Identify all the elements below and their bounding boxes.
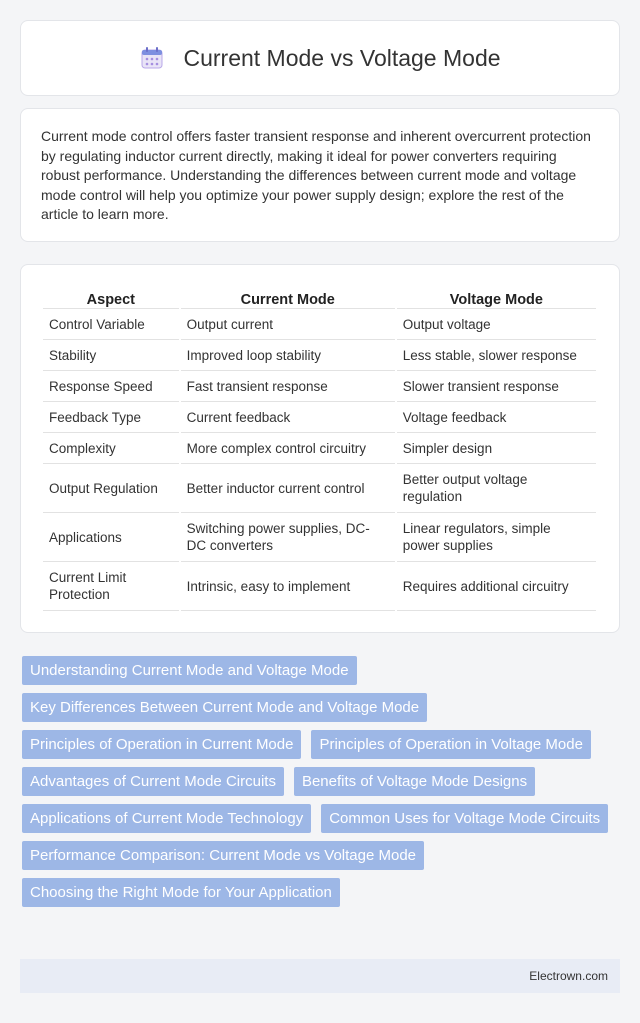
title-wrap xyxy=(139,45,500,72)
table-cell: Slower transient response xyxy=(397,371,596,402)
table-row xyxy=(43,340,596,371)
link-principles-current[interactable]: Principles of Operation in Current Mode xyxy=(22,730,301,759)
intro-card xyxy=(20,108,620,242)
link-common-uses-voltage[interactable]: Common Uses for Voltage Mode Circuits xyxy=(321,804,608,833)
table-cell: Switching power supplies, DC-DC converters xyxy=(181,513,395,562)
table-row xyxy=(43,309,596,340)
table-row xyxy=(43,433,596,464)
table-row xyxy=(43,402,596,433)
table-cell: Better inductor current control xyxy=(181,464,395,513)
link-understanding[interactable]: Understanding Current Mode and Voltage Mode xyxy=(22,656,357,685)
table-cell: Better output voltage regulation xyxy=(397,464,596,513)
page-title: Current Mode vs Voltage Mode xyxy=(183,44,501,71)
table-card xyxy=(20,264,620,633)
table-cell: Response Speed xyxy=(43,371,179,402)
table-header: Voltage Mode xyxy=(397,285,596,309)
table-cell: Applications xyxy=(43,513,179,562)
table-cell: Output Regulation xyxy=(43,464,179,513)
table-cell: Voltage feedback xyxy=(397,402,596,433)
related-links xyxy=(22,656,622,907)
table-row xyxy=(43,562,596,611)
table-cell: Feedback Type xyxy=(43,402,179,433)
link-key-differences[interactable]: Key Differences Between Current Mode and Voltage Mode xyxy=(22,693,427,722)
table-cell: Output current xyxy=(181,309,395,340)
link-performance-comparison[interactable]: Performance Comparison: Current Mode vs Voltage Mode xyxy=(22,841,424,870)
table-header: Current Mode xyxy=(181,285,395,309)
table-header: Aspect xyxy=(43,285,179,309)
table-cell: Linear regulators, simple power supplies xyxy=(397,513,596,562)
link-advantages-current[interactable]: Advantages of Current Mode Circuits xyxy=(22,767,284,796)
table-cell: Current Limit Protection xyxy=(43,562,179,611)
table-cell: Complexity xyxy=(43,433,179,464)
footer-site[interactable]: Electrown.com xyxy=(529,969,608,983)
table-cell: Current feedback xyxy=(181,402,395,433)
table-cell: Simpler design xyxy=(397,433,596,464)
link-choosing-mode[interactable]: Choosing the Right Mode for Your Application xyxy=(22,878,340,907)
comparison-table xyxy=(41,285,598,611)
link-applications-current[interactable]: Applications of Current Mode Technology xyxy=(22,804,311,833)
link-benefits-voltage[interactable]: Benefits of Voltage Mode Designs xyxy=(294,767,535,796)
table-row xyxy=(43,464,596,513)
table-cell: Intrinsic, easy to implement xyxy=(181,562,395,611)
table-header-row xyxy=(43,285,596,309)
header-card xyxy=(20,20,620,96)
table-cell: Stability xyxy=(43,340,179,371)
table-cell: Control Variable xyxy=(43,309,179,340)
table-cell: More complex control circuitry xyxy=(181,433,395,464)
table-row xyxy=(43,371,596,402)
table-row xyxy=(43,513,596,562)
table-cell: Less stable, slower response xyxy=(397,340,596,371)
table-cell: Output voltage xyxy=(397,309,596,340)
footer xyxy=(20,959,620,993)
intro-text: Current mode control offers faster transient response and inherent overcurrent protection by regulating inductor current directly, making it ideal for power converters requiring robust performance. Understanding the differences between current mode and voltage mode control will help you optimize your power supply design; explore the rest of the article to learn more. xyxy=(41,128,591,222)
link-principles-voltage[interactable]: Principles of Operation in Voltage Mode xyxy=(311,730,591,759)
table-cell: Requires additional circuitry xyxy=(397,562,596,611)
calendar-icon xyxy=(139,45,165,71)
table-cell: Fast transient response xyxy=(181,371,395,402)
table-cell: Improved loop stability xyxy=(181,340,395,371)
